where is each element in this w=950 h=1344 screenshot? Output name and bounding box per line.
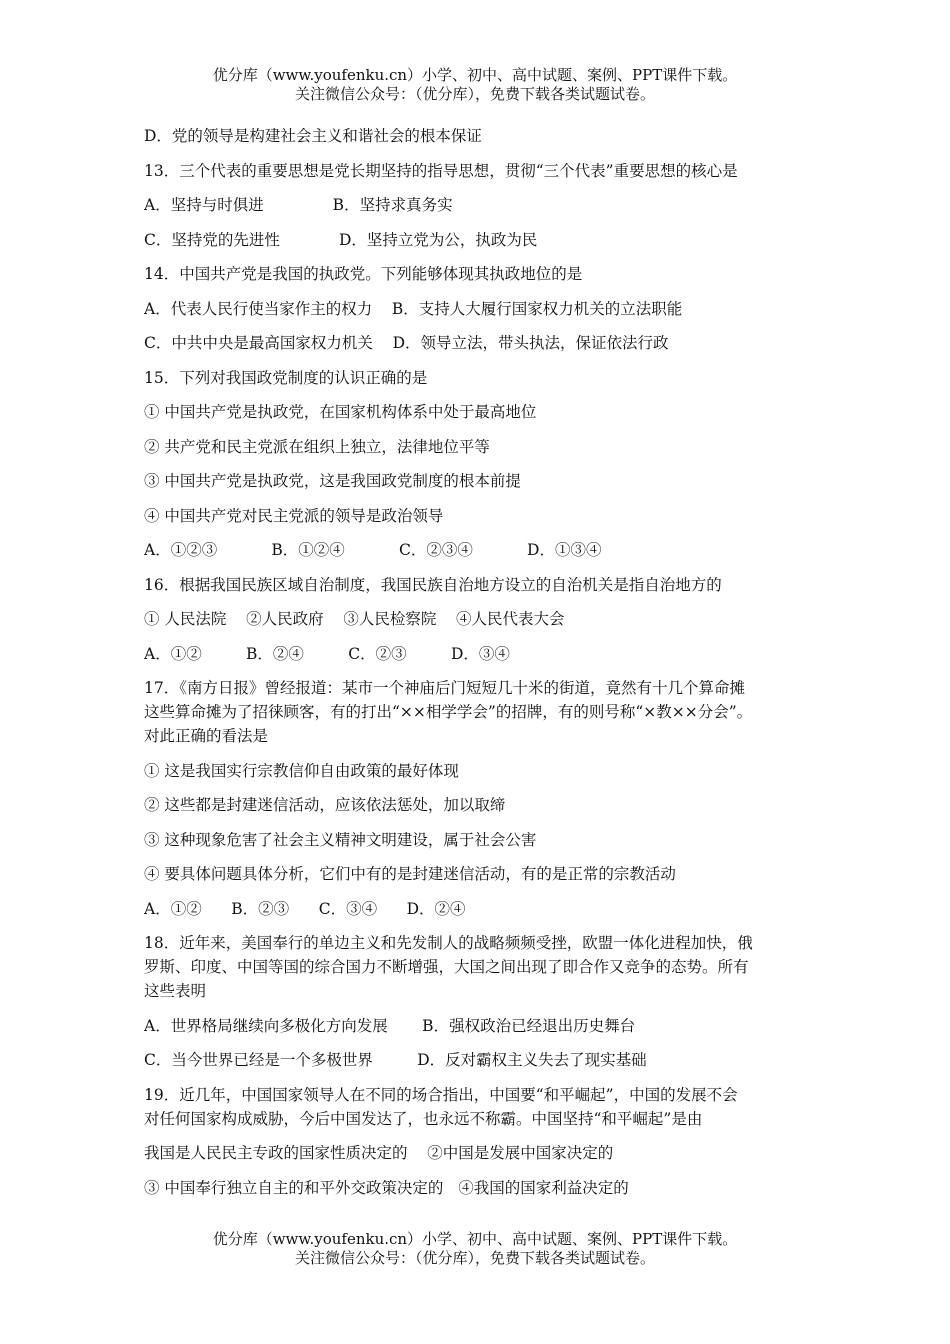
options-13-ab: A．坚持与时俱进 B．坚持求真务实 bbox=[144, 196, 453, 214]
options-18-cd: C．当今世界已经是一个多极世界 D．反对霸权主义失去了现实基础 bbox=[144, 1051, 647, 1069]
question-18-line-2: 罗斯、印度、中国等国的综合国力不断增强，大国之间出现了即合作又竞争的态势。所有 bbox=[144, 958, 749, 976]
header-line-1: 优分库（www.youfenku.cn）小学、初中、高中试题、案例、PPT课件下载。 bbox=[212, 66, 738, 84]
statement-15-1: ① 中国共产党是执政党，在国家机构体系中处于最高地位 bbox=[144, 403, 537, 421]
options-18-ab: A．世界格局继续向多极化方向发展 B．强权政治已经退出历史舞台 bbox=[144, 1016, 636, 1035]
statement-17-1: ① 这是我国实行宗教信仰自由政策的最好体现 bbox=[144, 761, 459, 780]
question-18 bbox=[144, 931, 824, 1003]
option-12-d: D．党的领导是构建社会主义和谐社会的根本保证 bbox=[144, 127, 482, 145]
statements-19-b: ③ 中国奉行独立自主的和平外交政策决定的 ④我国的国家利益决定的 bbox=[144, 1178, 629, 1197]
page-footer bbox=[0, 1230, 950, 1268]
question-14: 14．中国共产党是我国的执政党。下列能够体现其执政地位的是 bbox=[144, 265, 583, 283]
page-header bbox=[0, 66, 950, 104]
question-13: 13．三个代表的重要思想是党长期坚持的指导思想，贯彻“三个代表”重要思想的核心是 bbox=[144, 161, 738, 180]
options-13-cd: C．坚持党的先进性 D．坚持立党为公，执政为民 bbox=[144, 230, 538, 249]
options-17: A．①② B．②③ C．③④ D．②④ bbox=[144, 899, 466, 918]
options-14-cd: C．中共中央是最高国家权力机关 D．领导立法，带头执法，保证依法行政 bbox=[144, 334, 669, 352]
question-17 bbox=[144, 676, 824, 748]
question-17-line-2: 这些算命摊为了招徕顾客，有的打出“××相学学会”的招牌，有的则号称“×教××分会”。 bbox=[144, 703, 753, 721]
question-17-line-1: 17．《南方日报》曾经报道：某市一个神庙后门短短几十米的街道，竟然有十几个算命摊 bbox=[144, 679, 745, 697]
header-line-2: 关注微信公众号：（优分库），免费下载各类试题试卷。 bbox=[294, 85, 655, 103]
options-16: A．①② B．②④ C．②③ D．③④ bbox=[144, 644, 510, 663]
question-17-line-3: 对此正确的看法是 bbox=[144, 727, 269, 745]
question-19-line-1: 19．近几年，中国国家领导人在不同的场合指出，中国要“和平崛起”，中国的发展不会 bbox=[144, 1085, 738, 1104]
statement-17-3: ③ 这种现象危害了社会主义精神文明建设，属于社会公害 bbox=[144, 830, 537, 849]
statement-15-2: ② 共产党和民主党派在组织上独立，法律地位平等 bbox=[144, 437, 490, 456]
statements-19-a: 我国是人民民主专政的国家性质决定的 ②中国是发展中国家决定的 bbox=[144, 1144, 614, 1162]
statements-16: ① 人民法院 ②人民政府 ③人民检察院 ④人民代表大会 bbox=[144, 610, 565, 628]
footer-line-2: 关注微信公众号：（优分库），免费下载各类试题试卷。 bbox=[294, 1249, 655, 1267]
footer-line-1: 优分库（www.youfenku.cn）小学、初中、高中试题、案例、PPT课件下载。 bbox=[212, 1230, 738, 1248]
options-15: A．①②③ B．①②④ C．②③④ D．①③④ bbox=[144, 541, 602, 559]
question-19-line-2: 对任何国家构成威胁，今后中国发达了，也永远不称霸。中国坚持“和平崛起”是由 bbox=[144, 1109, 703, 1128]
question-19 bbox=[144, 1083, 824, 1131]
options-14-ab: A．代表人民行使当家作主的权力 B．支持人大履行国家权力机关的立法职能 bbox=[144, 299, 683, 318]
statement-17-2: ② 这些都是封建迷信活动，应该依法惩处，加以取缔 bbox=[144, 796, 506, 814]
question-18-line-1: 18．近年来，美国奉行的单边主义和先发制人的战略频频受挫，欧盟一体化进程加快，俄 bbox=[144, 934, 753, 952]
statement-17-4: ④ 要具体问题具体分析，它们中有的是封建迷信活动，有的是正常的宗教活动 bbox=[144, 865, 676, 883]
question-16: 16．根据我国民族区域自治制度，我国民族自治地方设立的自治机关是指自治地方的 bbox=[144, 575, 722, 594]
exam-body bbox=[144, 124, 824, 1210]
question-18-line-3: 这些表明 bbox=[144, 982, 207, 1000]
statement-15-3: ③ 中国共产党是执政党，这是我国政党制度的根本前提 bbox=[144, 472, 521, 490]
question-15: 15．下列对我国政党制度的认识正确的是 bbox=[144, 368, 428, 387]
statement-15-4: ④ 中国共产党对民主党派的领导是政治领导 bbox=[144, 506, 444, 525]
